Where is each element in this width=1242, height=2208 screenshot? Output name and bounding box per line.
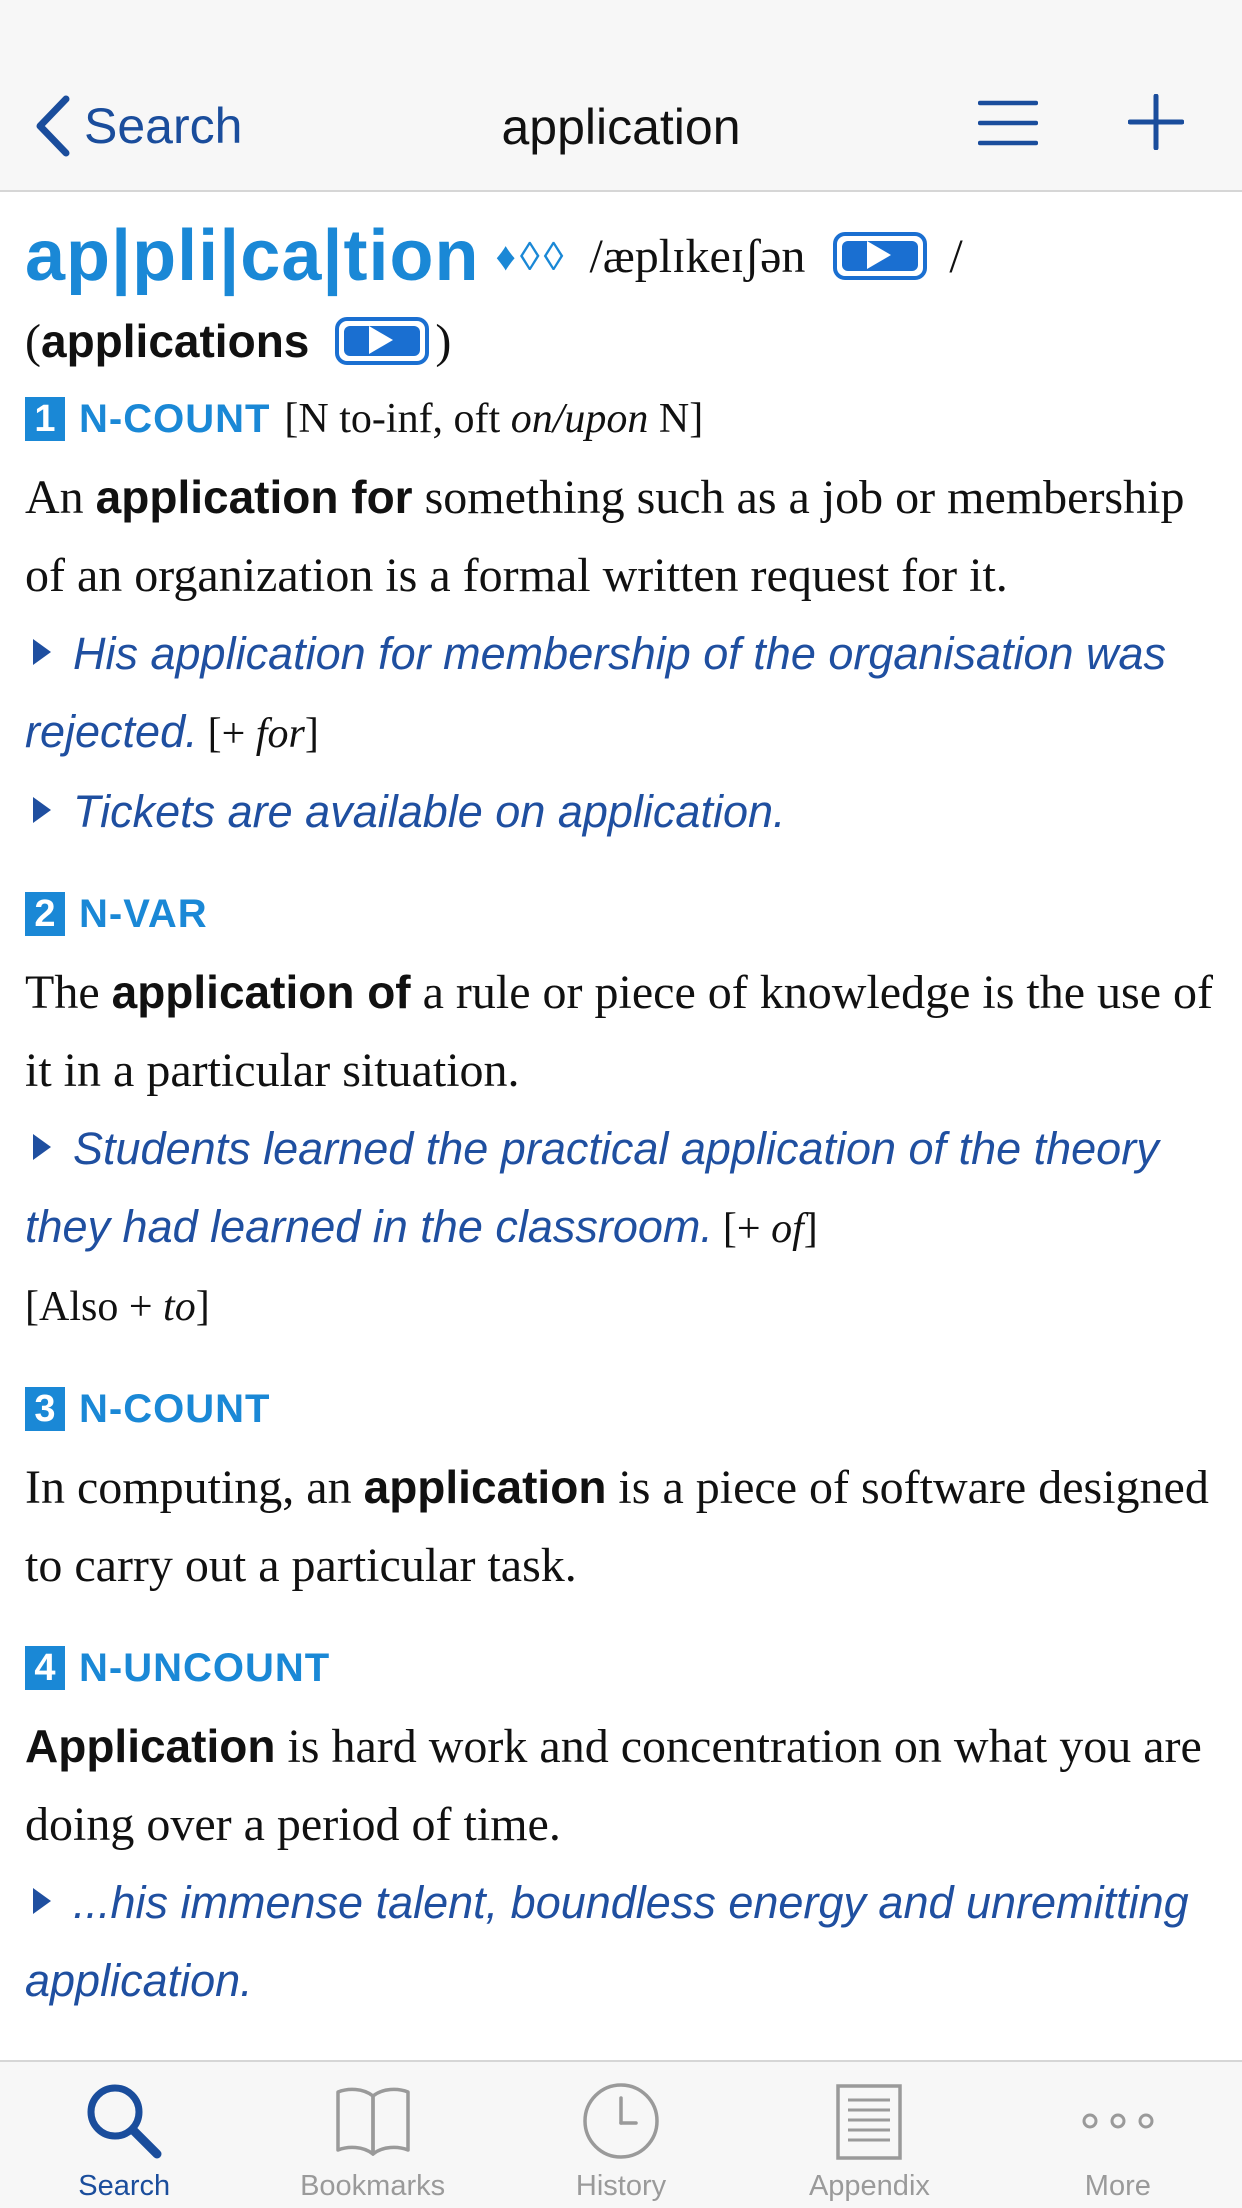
definition — [25, 458, 1218, 615]
sense-4 — [25, 1629, 1218, 2020]
definition-text: is a piece of software designed to carry out a particular task. — [25, 1461, 1209, 1592]
sense-spacer — [25, 1346, 1218, 1370]
sense-spacer — [25, 1605, 1218, 1629]
sense-1 — [25, 380, 1218, 875]
definition — [25, 1448, 1218, 1605]
tab-search[interactable] — [0, 2062, 248, 2208]
clock-icon — [578, 2078, 664, 2164]
chevron-left-icon — [34, 95, 70, 157]
reference-italic: of — [771, 1206, 804, 1252]
sense-number: 1 — [25, 397, 65, 441]
example-sentence — [25, 1110, 1218, 1268]
reference-text: ] — [304, 711, 319, 757]
tab-label: Search — [78, 2170, 171, 2202]
sense-number: 2 — [25, 892, 65, 936]
example-arrow-icon — [33, 1134, 51, 1160]
sense-header — [25, 1629, 1218, 1707]
tab-label: Bookmarks — [300, 2170, 446, 2202]
example-arrow-icon — [33, 797, 51, 823]
inflection-line — [25, 302, 1218, 380]
headword: ap|pli|ca|tion — [25, 216, 480, 296]
sense-header — [25, 875, 1218, 953]
definition-keyword: application for — [95, 471, 413, 523]
inflection-open-paren: ( — [25, 314, 41, 368]
sense-spacer — [25, 851, 1218, 875]
grammar-italic: on/upon — [510, 396, 649, 442]
play-icon — [867, 241, 891, 269]
definition-text: An — [25, 471, 96, 524]
definition — [25, 953, 1218, 1110]
part-of-speech: N-COUNT — [79, 396, 271, 441]
example-sentence — [25, 1864, 1218, 2020]
menu-button[interactable] — [978, 98, 1038, 148]
sense-3 — [25, 1370, 1218, 1629]
example-arrow-icon — [33, 1888, 51, 1914]
reference-text: [+ — [722, 1206, 772, 1252]
definition — [25, 1707, 1218, 1864]
example-text: ...his immense talent, boundless energy and unremitting application. — [25, 1877, 1189, 2006]
grammar-reference — [723, 1206, 818, 1252]
tab-bookmarks[interactable] — [248, 2062, 496, 2208]
tab-bar — [0, 2060, 1242, 2208]
pronunciation-audio-button[interactable] — [833, 232, 927, 280]
definition-text: is hard work and concentration on what you are doing over a period of time. — [25, 1720, 1202, 1851]
tab-appendix[interactable] — [745, 2062, 993, 2208]
example-text: His application for membership of the organisation was rejected. — [25, 628, 1167, 757]
headword-line — [25, 210, 1218, 302]
note-text: [Also + — [25, 1284, 164, 1330]
senses-list — [25, 380, 1218, 2020]
definition-keyword: Application — [25, 1720, 276, 1772]
tab-history[interactable] — [497, 2062, 745, 2208]
book-icon — [330, 2078, 416, 2164]
hamburger-menu-icon — [978, 98, 1038, 148]
usage-note — [25, 1268, 1218, 1346]
plus-icon — [1128, 94, 1184, 150]
example-sentence — [25, 615, 1218, 773]
entry-content[interactable] — [0, 192, 1242, 2060]
grammar-text: N] — [648, 396, 704, 442]
part-of-speech: N-COUNT — [79, 1386, 271, 1431]
tab-more[interactable] — [994, 2062, 1242, 2208]
sense-header — [25, 1370, 1218, 1448]
definition-keyword: application of — [111, 966, 411, 1018]
definition-text: The — [25, 966, 112, 1019]
definition-text: In computing, an — [25, 1461, 364, 1514]
grammar-text: [N to-inf, oft — [284, 396, 511, 442]
reference-text: ] — [803, 1206, 818, 1252]
sense-2 — [25, 875, 1218, 1370]
inflection-audio-button[interactable] — [335, 317, 429, 365]
page-title: application — [501, 99, 741, 155]
note-text: ] — [195, 1284, 210, 1330]
definition-text: a rule or piece of knowledge is the use of it in a particular situation. — [25, 966, 1214, 1097]
part-of-speech: N-VAR — [79, 891, 208, 936]
document-icon — [826, 2078, 912, 2164]
back-button-label: Search — [84, 98, 243, 154]
inflection-form: applications — [40, 315, 310, 367]
frequency-diamonds: ♦◊◊ — [495, 233, 568, 279]
navigation-bar — [0, 0, 1242, 192]
pronunciation: /æplɪkeɪʃən — [589, 229, 806, 283]
note-italic: to — [163, 1284, 196, 1330]
add-bookmark-button[interactable] — [1128, 94, 1184, 150]
sense-header — [25, 380, 1218, 458]
back-to-search-button[interactable] — [34, 88, 242, 164]
sense-number: 4 — [25, 1646, 65, 1690]
tab-label: Appendix — [808, 2170, 930, 2202]
reference-italic: for — [255, 711, 305, 757]
sense-number: 3 — [25, 1387, 65, 1431]
definition-keyword: application — [363, 1461, 607, 1513]
example-sentence — [25, 773, 1218, 851]
grammar-reference — [208, 711, 319, 757]
example-text: Students learned the practical application of the theory they had learned in the classroom. — [25, 1123, 1159, 1252]
part-of-speech: N-UNCOUNT — [79, 1645, 331, 1690]
example-arrow-icon — [33, 639, 51, 665]
definition-text: something such as a job or membership of an organization is a formal written request for it. — [25, 471, 1185, 602]
search-icon — [81, 2078, 167, 2164]
reference-text: [+ — [207, 711, 256, 757]
tab-label: History — [575, 2170, 667, 2202]
pronunciation-slash: / — [949, 229, 963, 283]
example-text: Tickets are available on application. — [73, 786, 786, 837]
more-icon — [1075, 2078, 1161, 2164]
inflection-close-paren: ) — [435, 314, 452, 368]
grammar-pattern — [284, 395, 703, 443]
tab-label: More — [1084, 2170, 1151, 2202]
play-icon — [369, 326, 393, 354]
